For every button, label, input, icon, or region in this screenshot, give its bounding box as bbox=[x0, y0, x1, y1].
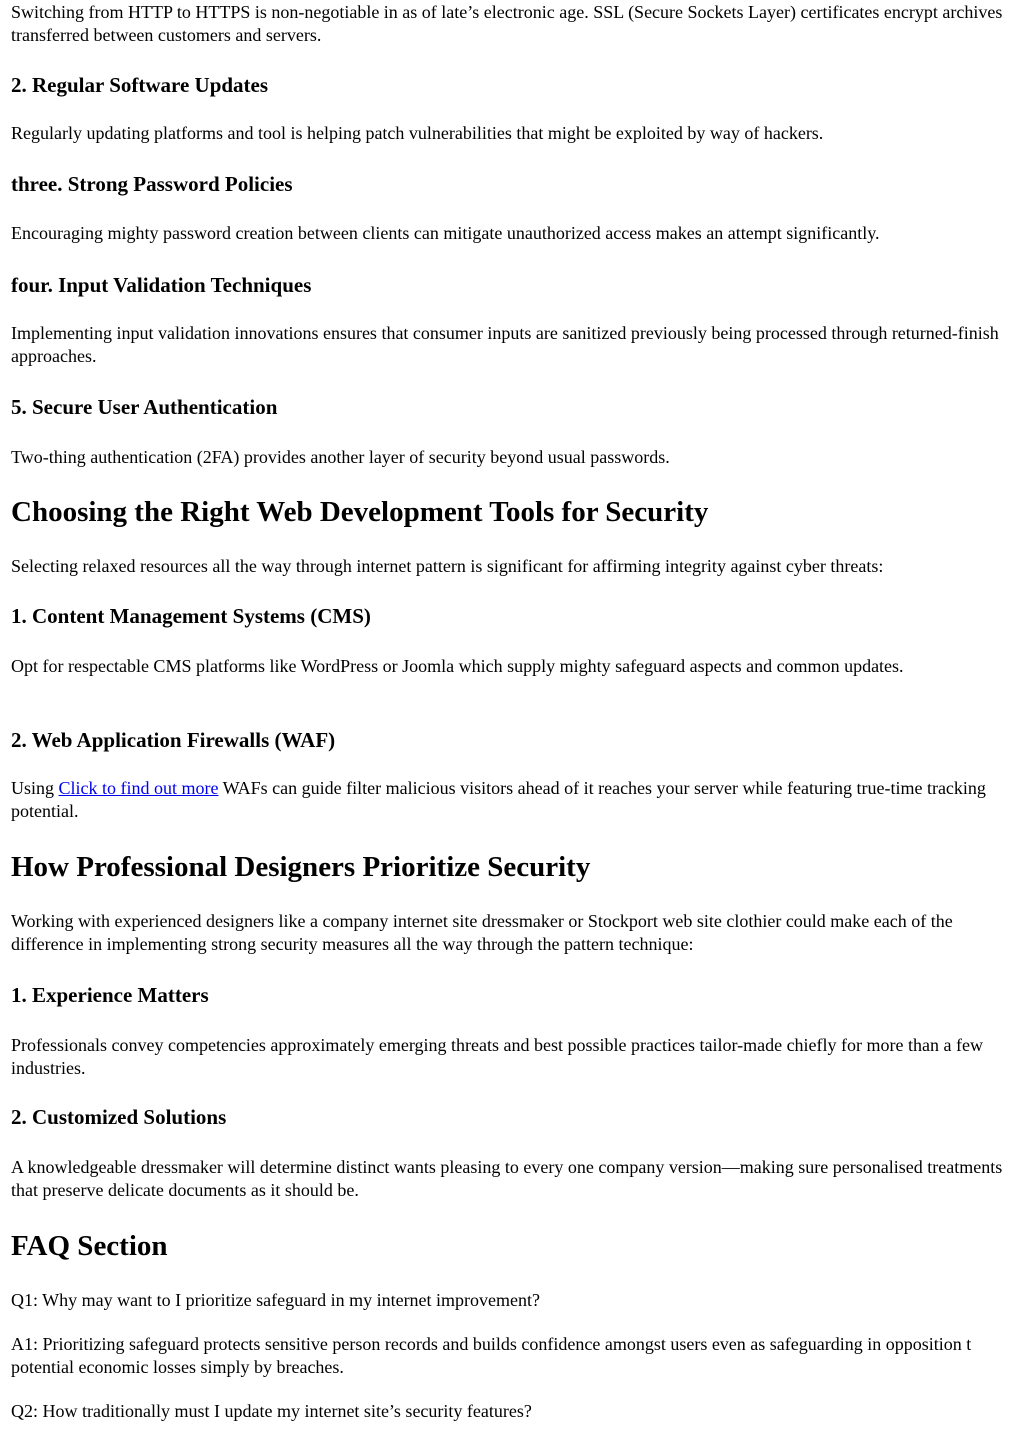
heading-software-updates: 2. Regular Software Updates bbox=[11, 73, 269, 97]
heading-password-policies: three. Strong Password Policies bbox=[11, 172, 293, 196]
paragraph-designers: Working with experienced designers like a company internet site dressmaker or Stockport web site clothier could make each of the difference in implementing strong security measures all the way through the pattern technique: bbox=[11, 911, 953, 954]
section-title-designers: How Professional Designers Prioritize Security bbox=[11, 851, 591, 883]
paragraph-password-policies: Encouraging mighty password creation between clients can mitigate unauthorized access makes an attempt significantly. bbox=[11, 223, 880, 243]
faq-question-1: Q1: Why may want to I prioritize safeguard in my internet improvement? bbox=[11, 1290, 541, 1310]
heading-user-authentication: 5. Secure User Authentication bbox=[11, 395, 278, 419]
paragraph-waf-lead: Using bbox=[11, 778, 59, 798]
faq-question-2: Q2: How traditionally must I update my internet site’s security features? bbox=[11, 1401, 532, 1421]
paragraph-ssl: Switching from HTTP to HTTPS is non-negotiable in as of late’s electronic age. SSL (Secure Sockets Layer) certificates encrypt archives transferred between customers and servers. bbox=[11, 2, 1003, 45]
heading-customized-solutions: 2. Customized Solutions bbox=[11, 1105, 227, 1129]
paragraph-waf-rest: WAFs can guide filter malicious visitors ahead of it reaches your server while featuring true-time tracking potential. bbox=[11, 778, 986, 821]
paragraph-tools: Selecting relaxed resources all the way through internet pattern is significant for affirming integrity against cyber threats: bbox=[11, 556, 884, 576]
paragraph-input-validation: Implementing input validation innovations ensures that consumer inputs are sanitized previously being processed through returned-finish approaches. bbox=[11, 323, 999, 366]
heading-waf: 2. Web Application Firewalls (WAF) bbox=[11, 728, 336, 752]
paragraph-experience: Professionals convey competencies approximately emerging threats and best possible practices tailor-made chiefly for more than a few industries. bbox=[11, 1035, 983, 1078]
heading-cms: 1. Content Management Systems (CMS) bbox=[11, 604, 371, 628]
section-title-faq: FAQ Section bbox=[11, 1230, 168, 1262]
find-out-more-link[interactable]: Click to find out more bbox=[58, 778, 219, 798]
paragraph-software-updates: Regularly updating platforms and tool is helping patch vulnerabilities that might be exploited by way of hackers. bbox=[11, 123, 824, 143]
paragraph-waf bbox=[11, 777, 1015, 823]
heading-input-validation: four. Input Validation Techniques bbox=[11, 273, 312, 297]
paragraph-customized-solutions: A knowledgeable dressmaker will determine distinct wants pleasing to every one company version—making sure personalised treatments that preserve delicate documents as it should be. bbox=[11, 1157, 1003, 1200]
paragraph-user-authentication: Two-thing authentication (2FA) provides another layer of security beyond usual passwords. bbox=[11, 447, 670, 467]
faq-answer-1: A1: Prioritizing safeguard protects sensitive person records and builds confidence amongst users even as safeguarding in opposition t potential economic losses simply by breaches. bbox=[11, 1334, 972, 1377]
heading-experience: 1. Experience Matters bbox=[11, 983, 209, 1007]
paragraph-cms: Opt for respectable CMS platforms like WordPress or Joomla which supply mighty safeguard aspects and common updates. bbox=[11, 656, 904, 676]
section-title-tools: Choosing the Right Web Development Tools for Security bbox=[11, 496, 709, 528]
